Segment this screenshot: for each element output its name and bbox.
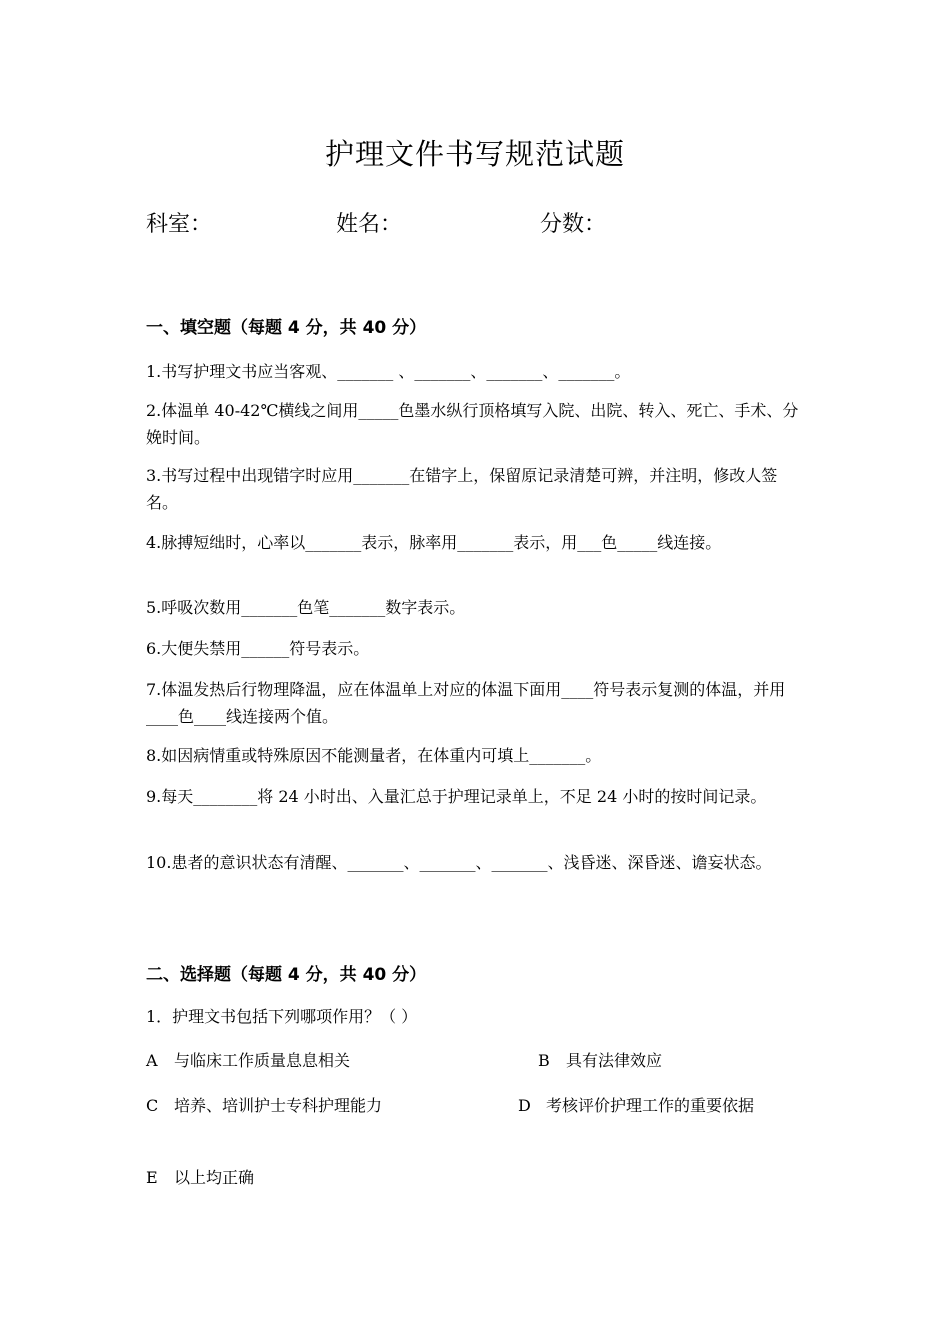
option-a bbox=[146, 1048, 350, 1071]
option-letter: A bbox=[146, 1051, 158, 1070]
option-letter: E bbox=[146, 1168, 158, 1187]
option-text: 培养、培训护士专科护理能力 bbox=[174, 1096, 383, 1115]
option-c bbox=[146, 1093, 382, 1116]
fill-question-7: 7.体温发热后行物理降温，应在体温单上对应的体温下面用____符号表示复测的体温，并用____色____线连接两个值。 bbox=[146, 680, 786, 726]
section-fill-in-heading: 一、填空题（每题 4 分，共 40 分） bbox=[146, 318, 427, 338]
name-label: 姓名： bbox=[336, 212, 403, 237]
fill-question-9: 9.每天________将 24 小时出、入量汇总于护理记录单上，不足 24 小时的按时间记录。 bbox=[146, 787, 767, 806]
section-choice-heading: 二、选择题（每题 4 分，共 40 分） bbox=[146, 965, 427, 985]
option-e bbox=[146, 1165, 254, 1188]
option-text: 与临床工作质量息息相关 bbox=[174, 1051, 351, 1070]
fill-question-3: 3.书写过程中出现错字时应用_______在错字上，保留原记录清楚可辨，并注明，修改人签名。 bbox=[146, 466, 778, 512]
option-b bbox=[538, 1048, 662, 1071]
score-label: 分数： bbox=[540, 212, 607, 237]
option-letter: D bbox=[518, 1096, 531, 1115]
fill-question-5: 5.呼吸次数用_______色笔_______数字表示。 bbox=[146, 598, 466, 617]
fill-question-10: 10.患者的意识状态有清醒、_______、_______、_______、浅昏迷、深昏迷、谵妄状态。 bbox=[146, 853, 772, 872]
fill-question-6: 6.大便失禁用______符号表示。 bbox=[146, 639, 370, 658]
page-title: 护理文件书写规范试题 bbox=[324, 137, 625, 171]
option-letter: B bbox=[538, 1051, 550, 1070]
option-d bbox=[518, 1093, 754, 1116]
option-text: 考核评价护理工作的重要依据 bbox=[546, 1096, 755, 1115]
option-letter: C bbox=[146, 1096, 159, 1115]
fill-question-1: 1.书写护理文书应当客观、_______ 、_______、_______、_______。 bbox=[146, 362, 631, 381]
fill-question-2: 2.体温单 40-42℃横线之间用_____色墨水纵行顶格填写入院、出院、转入、死亡、手术、分娩时间。 bbox=[146, 401, 799, 447]
option-text: 以上均正确 bbox=[174, 1168, 255, 1187]
fill-question-4: 4.脉搏短绌时，心率以_______表示，脉率用_______表示，用___色_____线连接。 bbox=[146, 533, 722, 552]
dept-label: 科室： bbox=[146, 212, 213, 237]
fill-question-8: 8.如因病情重或特殊原因不能测量者，在体重内可填上_______。 bbox=[146, 746, 602, 765]
choice-question-1: 1．护理文书包括下列哪项作用？（ ） bbox=[146, 1007, 418, 1026]
option-text: 具有法律效应 bbox=[566, 1051, 663, 1070]
